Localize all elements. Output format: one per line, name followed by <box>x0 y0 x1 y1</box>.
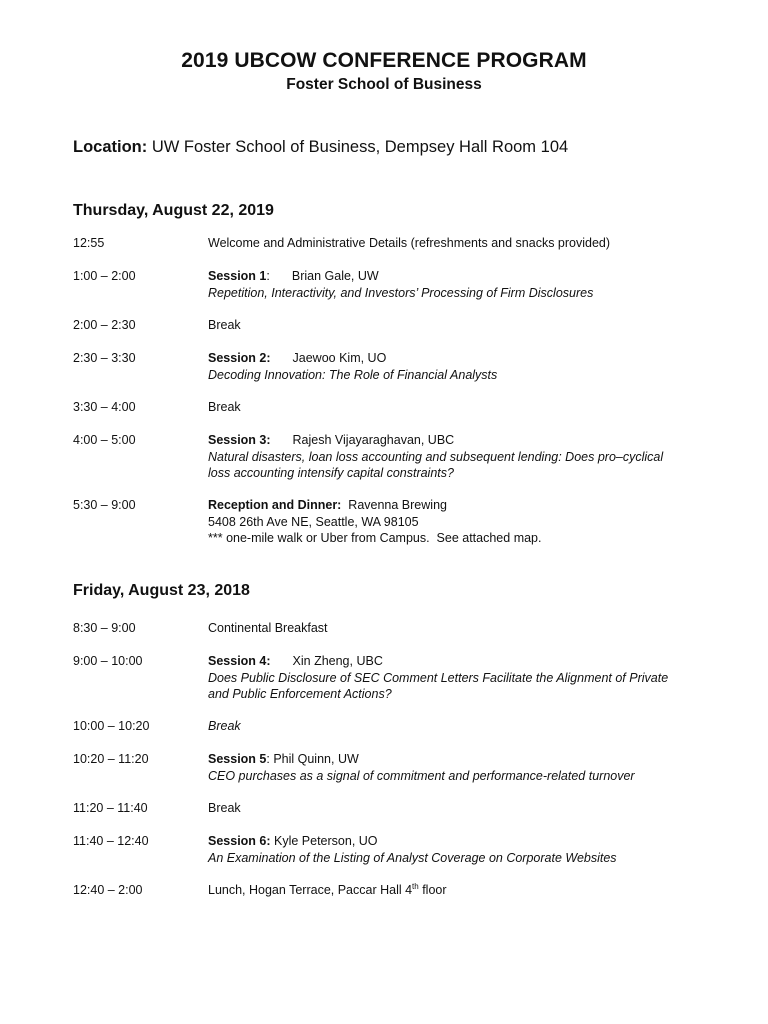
session-label: Session 4: <box>208 654 271 668</box>
reception-label: Reception and Dinner: <box>208 498 342 512</box>
row-time: 10:20 – 11:20 <box>73 752 149 766</box>
row-text: Welcome and Administrative Details (refreshments and snacks provided) <box>208 236 611 250</box>
session-title: An Examination of the Listing of Analyst Coverage on Corporate Websites <box>208 850 617 865</box>
session-title-line-1: Does Public Disclosure of SEC Comment Letters Facilitate the Alignment of Private <box>208 670 669 685</box>
document-subtitle: Foster School of Business <box>286 76 482 93</box>
reception-address: 5408 26th Ave NE, Seattle, WA 98105 <box>208 514 419 529</box>
session-title-line-2: loss accounting intensify capital constraints? <box>208 466 454 480</box>
session-presenter: Xin Zheng, UBC <box>292 654 383 668</box>
session-title: Decoding Innovation: The Role of Financial Analysts <box>208 367 498 382</box>
session-title: Repetition, Interactivity, and Investors’ Processing of Firm Disclosures <box>208 285 594 300</box>
row-time: 2:00 – 2:30 <box>73 318 136 332</box>
location-line <box>73 137 568 157</box>
row-time: 2:30 – 3:30 <box>73 351 136 365</box>
session-presenter: Brian Gale, UW <box>291 269 379 283</box>
session-presenter: Rajesh Vijayaraghavan, UBC <box>292 433 455 447</box>
session-presenter: : Phil Quinn, UW <box>266 752 359 766</box>
session-label: Session 5 <box>208 752 267 766</box>
session-label: Session 1 <box>208 269 267 283</box>
document-title: 2019 UBCOW CONFERENCE PROGRAM <box>181 49 587 72</box>
row-time: 1:00 – 2:00 <box>73 269 136 283</box>
row-text: Break <box>208 801 241 815</box>
session-label: Session 3: <box>208 433 271 447</box>
session-label: Session 2: <box>208 351 271 365</box>
row-time: 4:00 – 5:00 <box>73 433 136 447</box>
row-time: 3:30 – 4:00 <box>73 400 136 414</box>
lunch-text-end: floor <box>418 883 447 897</box>
session-title-line-2: and Public Enforcement Actions? <box>208 687 392 701</box>
lunch-text: Lunch, Hogan Terrace, Paccar Hall 4 <box>208 883 413 897</box>
friday-heading: Friday, August 23, 2018 <box>73 582 250 599</box>
row-text: Break <box>208 400 241 414</box>
location-value: UW Foster School of Business, Dempsey Hall Room 104 <box>151 138 569 156</box>
row-time: 10:00 – 10:20 <box>73 719 150 733</box>
thursday-heading: Thursday, August 22, 2019 <box>73 202 274 219</box>
reception-venue: Ravenna Brewing <box>348 498 447 512</box>
row-text: Break <box>208 318 241 332</box>
location-label: Location: <box>73 138 148 156</box>
session-presenter: Kyle Peterson, UO <box>270 834 378 848</box>
row-time: 11:20 – 11:40 <box>73 801 148 815</box>
session-presenter: Jaewoo Kim, UO <box>292 351 387 365</box>
row-time: 11:40 – 12:40 <box>73 834 149 848</box>
session-label: Session 6: <box>208 834 271 848</box>
row-text: Continental Breakfast <box>208 621 328 635</box>
row-text: Break <box>208 719 241 733</box>
session-colon: : <box>266 269 270 283</box>
session-title-line-1: Natural disasters, loan loss accounting and subsequent lending: Does pro–cyclical <box>208 449 664 464</box>
lunch-ordinal-suffix: th <box>412 881 419 891</box>
row-time: 8:30 – 9:00 <box>73 621 136 635</box>
reception-note: *** one-mile walk or Uber from Campus. See attached map. <box>208 531 542 545</box>
row-time: 12:55 <box>73 236 105 250</box>
row-time: 12:40 – 2:00 <box>73 883 143 897</box>
session-title: CEO purchases as a signal of commitment and performance-related turnover <box>208 768 635 783</box>
row-time: 9:00 – 10:00 <box>73 654 143 668</box>
row-time: 5:30 – 9:00 <box>73 498 136 512</box>
